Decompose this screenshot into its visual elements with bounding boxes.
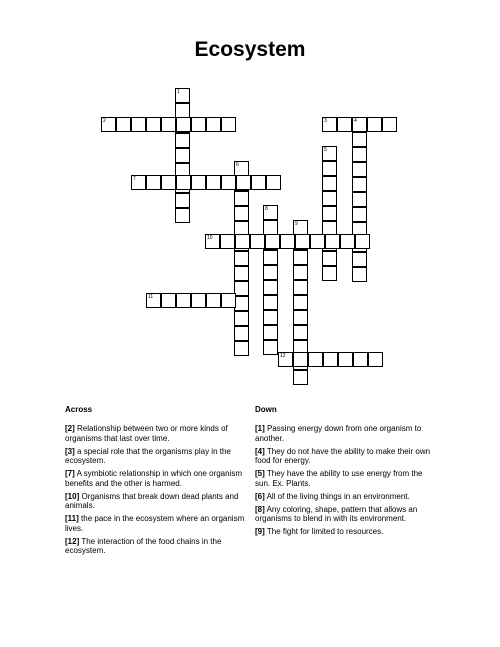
crossword-cell[interactable]	[325, 234, 340, 249]
crossword-cell[interactable]	[266, 175, 281, 190]
crossword-cell[interactable]	[322, 176, 337, 191]
across-heading: Across	[65, 405, 93, 414]
crossword-cell[interactable]	[352, 252, 367, 267]
crossword-cell[interactable]	[355, 234, 370, 249]
crossword-cell[interactable]	[161, 117, 176, 132]
crossword-cell[interactable]	[352, 147, 367, 162]
clue-number: 1	[177, 89, 180, 95]
clue-number: 4	[354, 118, 357, 124]
crossword-cell[interactable]	[293, 310, 308, 325]
crossword-cell[interactable]	[323, 352, 338, 367]
clue-number: 12	[280, 353, 286, 359]
crossword-cell[interactable]	[340, 234, 355, 249]
crossword-cell[interactable]	[175, 148, 190, 163]
crossword-cell[interactable]	[293, 352, 308, 367]
crossword-cell[interactable]	[191, 175, 206, 190]
crossword-cell[interactable]	[234, 281, 249, 296]
crossword-cell[interactable]	[236, 175, 251, 190]
crossword-cell[interactable]	[310, 234, 325, 249]
down-heading: Down	[255, 405, 277, 414]
crossword-cell[interactable]	[205, 234, 220, 249]
crossword-cell[interactable]	[352, 207, 367, 222]
crossword-cell[interactable]	[221, 117, 236, 132]
crossword-cell[interactable]	[263, 220, 278, 235]
crossword-cell[interactable]	[352, 162, 367, 177]
crossword-cell[interactable]	[234, 311, 249, 326]
crossword-cell[interactable]	[263, 205, 278, 220]
crossword-cell[interactable]	[293, 370, 308, 385]
crossword-cell[interactable]	[234, 251, 249, 266]
crossword-cell[interactable]	[295, 234, 310, 249]
down-clue: [6] All of the living things in an environment.	[255, 491, 410, 501]
crossword-cell[interactable]	[221, 175, 236, 190]
across-clue-list	[65, 424, 257, 559]
clue-number: 2	[103, 118, 106, 124]
down-clue: [9] The fight for limited to resources.	[255, 527, 384, 536]
crossword-cell[interactable]	[161, 293, 176, 308]
across-clue: [7] A symbiotic relationship in which one organism benefits and the other is harmed.	[65, 469, 242, 488]
crossword-cell[interactable]	[220, 234, 235, 249]
crossword-cell[interactable]	[263, 295, 278, 310]
crossword-cell[interactable]	[234, 266, 249, 281]
crossword-cell[interactable]	[176, 117, 191, 132]
down-clue: [8] Any coloring, shape, pattern that allows an organisms to blend in with its environment.	[255, 504, 418, 523]
crossword-cell[interactable]	[263, 310, 278, 325]
crossword-cell[interactable]	[352, 267, 367, 282]
crossword-cell[interactable]	[234, 326, 249, 341]
crossword-cell[interactable]	[322, 161, 337, 176]
across-clue: [12] The interaction of the food chains in the ecosystem.	[65, 536, 222, 555]
crossword-cell[interactable]	[191, 293, 206, 308]
crossword-cell[interactable]	[293, 325, 308, 340]
clue-number: 3	[324, 118, 327, 124]
crossword-cell[interactable]	[352, 117, 367, 132]
crossword-cell[interactable]	[206, 175, 221, 190]
crossword-cell[interactable]	[131, 175, 146, 190]
crossword-cell[interactable]	[234, 341, 249, 356]
crossword-cell[interactable]	[368, 352, 383, 367]
crossword-cell[interactable]	[382, 117, 397, 132]
across-clue: [3] a special role that the organisms play in the ecosystem.	[65, 446, 231, 465]
page-title: Ecosystem	[194, 38, 306, 61]
crossword-cell[interactable]	[322, 191, 337, 206]
crossword-cell[interactable]	[337, 117, 352, 132]
crossword-cell[interactable]	[293, 280, 308, 295]
crossword-cell[interactable]	[280, 234, 295, 249]
crossword-cell[interactable]	[251, 175, 266, 190]
crossword-cell[interactable]	[175, 133, 190, 148]
crossword-cell[interactable]	[322, 251, 337, 266]
crossword-cell[interactable]	[175, 208, 190, 223]
crossword-cell[interactable]	[352, 132, 367, 147]
crossword-cell[interactable]	[322, 206, 337, 221]
crossword-cell[interactable]	[175, 88, 190, 103]
crossword-cell[interactable]	[146, 117, 161, 132]
down-clue: [5] They have the ability to use energy from the sun. Ex. Plants.	[255, 469, 423, 488]
across-clue: [2] Relationship between two or more kinds of organisms that last over time.	[65, 424, 228, 443]
crossword-cell[interactable]	[265, 234, 280, 249]
crossword-cell[interactable]	[263, 265, 278, 280]
across-clue: [10] Organisms that break down dead plants and animals.	[65, 491, 239, 510]
across-clue: [11] the pace in the ecosystem where an organism lives.	[65, 514, 245, 533]
crossword-cell[interactable]	[206, 117, 221, 132]
crossword-cell[interactable]	[352, 192, 367, 207]
crossword-cell[interactable]	[293, 220, 308, 235]
crossword-cell[interactable]	[293, 265, 308, 280]
crossword-cell[interactable]	[367, 117, 382, 132]
clue-number: 11	[148, 294, 154, 300]
clue-number: 7	[133, 176, 136, 182]
crossword-cell[interactable]	[338, 352, 353, 367]
clue-number: 10	[207, 235, 213, 241]
crossword-cell[interactable]	[234, 206, 249, 221]
crossword-cell[interactable]	[322, 266, 337, 281]
crossword-cell[interactable]	[221, 293, 236, 308]
crossword-cell[interactable]	[116, 117, 131, 132]
crossword-cell[interactable]	[101, 117, 116, 132]
crossword-cell[interactable]	[322, 117, 337, 132]
crossword-cell[interactable]	[175, 193, 190, 208]
clue-number: 6	[236, 162, 239, 168]
crossword-cell[interactable]	[308, 352, 323, 367]
crossword-cell[interactable]	[234, 191, 249, 206]
crossword-cell[interactable]	[278, 352, 293, 367]
crossword-cell[interactable]	[353, 352, 368, 367]
down-clue-list	[255, 424, 435, 540]
crossword-cell[interactable]	[146, 293, 161, 308]
crossword-cell[interactable]	[234, 296, 249, 311]
down-clue: [4] They do not have the ability to make their own food for energy.	[255, 446, 431, 465]
crossword-cell[interactable]	[206, 293, 221, 308]
down-clue: [1] Passing energy down from one organism to another.	[255, 424, 422, 443]
crossword-cell[interactable]	[263, 325, 278, 340]
crossword-cell[interactable]	[322, 146, 337, 161]
crossword-cell[interactable]	[131, 117, 146, 132]
crossword-cell[interactable]	[176, 175, 191, 190]
crossword-cell[interactable]	[263, 280, 278, 295]
crossword-cell[interactable]	[176, 293, 191, 308]
crossword-cell[interactable]	[234, 161, 249, 176]
crossword-cell[interactable]	[263, 250, 278, 265]
crossword-cell[interactable]	[175, 103, 190, 118]
crossword-cell[interactable]	[250, 234, 265, 249]
crossword-cell[interactable]	[161, 175, 176, 190]
crossword-cell[interactable]	[146, 175, 161, 190]
crossword-cell[interactable]	[191, 117, 206, 132]
crossword-cell[interactable]	[293, 295, 308, 310]
clue-number: 5	[324, 147, 327, 153]
clue-number: 8	[265, 206, 268, 212]
crossword-cell[interactable]	[263, 340, 278, 355]
crossword-cell[interactable]	[235, 234, 250, 249]
crossword-cell[interactable]	[293, 250, 308, 265]
crossword-cell[interactable]	[352, 177, 367, 192]
clue-number: 9	[295, 221, 298, 227]
